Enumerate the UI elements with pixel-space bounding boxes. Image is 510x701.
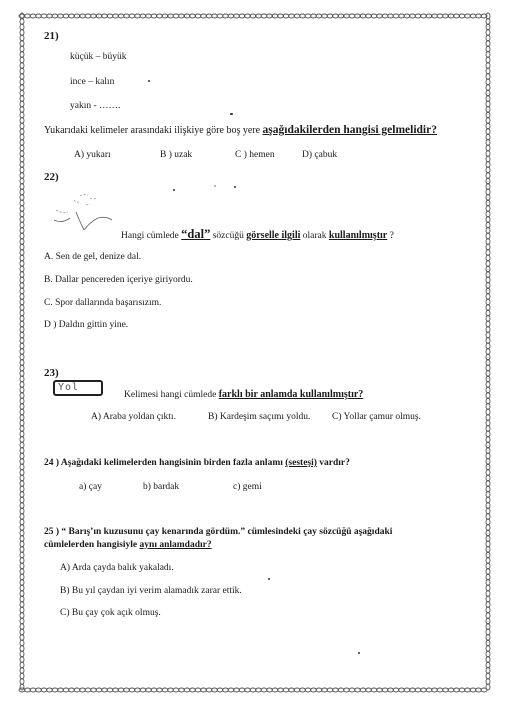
q25-stem-line-1-text: “ Barış’ın kuzusunu çay kenarında gördüm.” cümlesindeki çay sözcüğü aşağıdaki xyxy=(61,527,393,537)
q21-pair-3: yakın - ……. xyxy=(70,101,121,111)
q22-option-d: D ) Daldın gittin yine. xyxy=(44,320,129,330)
scan-speck xyxy=(148,80,150,82)
q21-stem xyxy=(44,124,437,136)
question-21-number: 21) xyxy=(44,30,59,42)
q25-option-b: B) Bu yıl çaydan iyi verim alamadık zarar ettik. xyxy=(60,586,242,596)
question-25-number: 25 ) xyxy=(44,527,60,537)
q25-stem-line-2-b: aynı anlamdadır? xyxy=(139,540,212,550)
scan-speck xyxy=(358,652,360,654)
scan-speck xyxy=(173,189,175,191)
q22-option-a: A. Sen de gel, denize dal. xyxy=(44,252,142,262)
question-23-number: 23) xyxy=(44,367,59,379)
q21-option-d: D) çabuk xyxy=(302,150,338,160)
q24-option-b: b) bardak xyxy=(143,482,180,492)
question-22-number: 22) xyxy=(44,171,59,183)
q23-stem xyxy=(124,389,363,400)
q23-stem-a: Kelimesi hangi cümlede xyxy=(124,390,217,400)
question-24-number: 24 ) xyxy=(44,458,60,468)
q22-stem-f: ? xyxy=(389,231,394,241)
q22-option-b: B. Dallar pencereden içeriye giriyordu. xyxy=(44,275,193,285)
q25-stem-line-2-a: cümlelerden hangisiyle xyxy=(44,540,138,550)
q21-option-a: A) yukarı xyxy=(74,150,111,160)
q23-stem-b: farklı bir anlamda kullanılmıştır? xyxy=(218,389,364,400)
q23-option-a: A) Araba yoldan çıktı. xyxy=(91,412,176,422)
q21-option-b: B ) uzak xyxy=(160,150,193,160)
q24-stem xyxy=(44,458,350,468)
q23-option-b: B) Kardeşim saçımı yoldu. xyxy=(208,412,311,422)
q25-stem-line-2 xyxy=(44,540,212,550)
q24-stem-b: (sesteşi) xyxy=(285,458,317,468)
q22-stem-word: “dal” xyxy=(181,227,211,241)
q24-stem-c: vardır? xyxy=(319,458,350,468)
q25-stem-line-1 xyxy=(44,527,392,537)
q21-pair-1: küçük – büyük xyxy=(70,52,127,62)
q25-option-a: A) Arda çayda balık yakaladı. xyxy=(60,563,174,573)
q22-stem xyxy=(121,227,394,242)
q22-stem-a: Hangi cümlede xyxy=(121,231,179,241)
q24-option-c: c) gemi xyxy=(233,482,262,492)
scan-speck xyxy=(234,186,236,188)
q22-stem-c: görselle ilgili xyxy=(246,230,301,241)
q22-option-c: C. Spor dallarında başarısızım. xyxy=(44,298,162,308)
q25-option-c: C) Bu çay çok açık olmuş. xyxy=(60,608,161,618)
yol-word: Yol xyxy=(58,382,80,393)
q22-stem-e: kullanılmıştır xyxy=(328,230,388,241)
q22-stem-b: sözcüğü xyxy=(212,231,244,241)
scan-speck xyxy=(214,185,216,187)
scan-speck xyxy=(268,578,270,580)
q21-pair-2: ince – kalın xyxy=(70,77,115,87)
q21-option-c: C ) hemen xyxy=(235,150,275,160)
q21-stem-emphasis: aşağıdakilerden hangisi gelmelidir? xyxy=(262,124,437,136)
q23-option-c: C) Yollar çamur olmuş. xyxy=(332,412,421,422)
q24-option-a: a) çay xyxy=(79,482,102,492)
tree-sketch-icon xyxy=(46,190,126,236)
q24-stem-a: Aşağıdaki kelimelerden hangisinin birden fazla anlamı xyxy=(60,458,283,468)
scan-speck xyxy=(230,113,233,115)
q21-stem-text: Yukarıdaki kelimeler arasındaki ilişkiye göre boş yere xyxy=(44,125,261,136)
q22-stem-d: olarak xyxy=(302,231,327,241)
